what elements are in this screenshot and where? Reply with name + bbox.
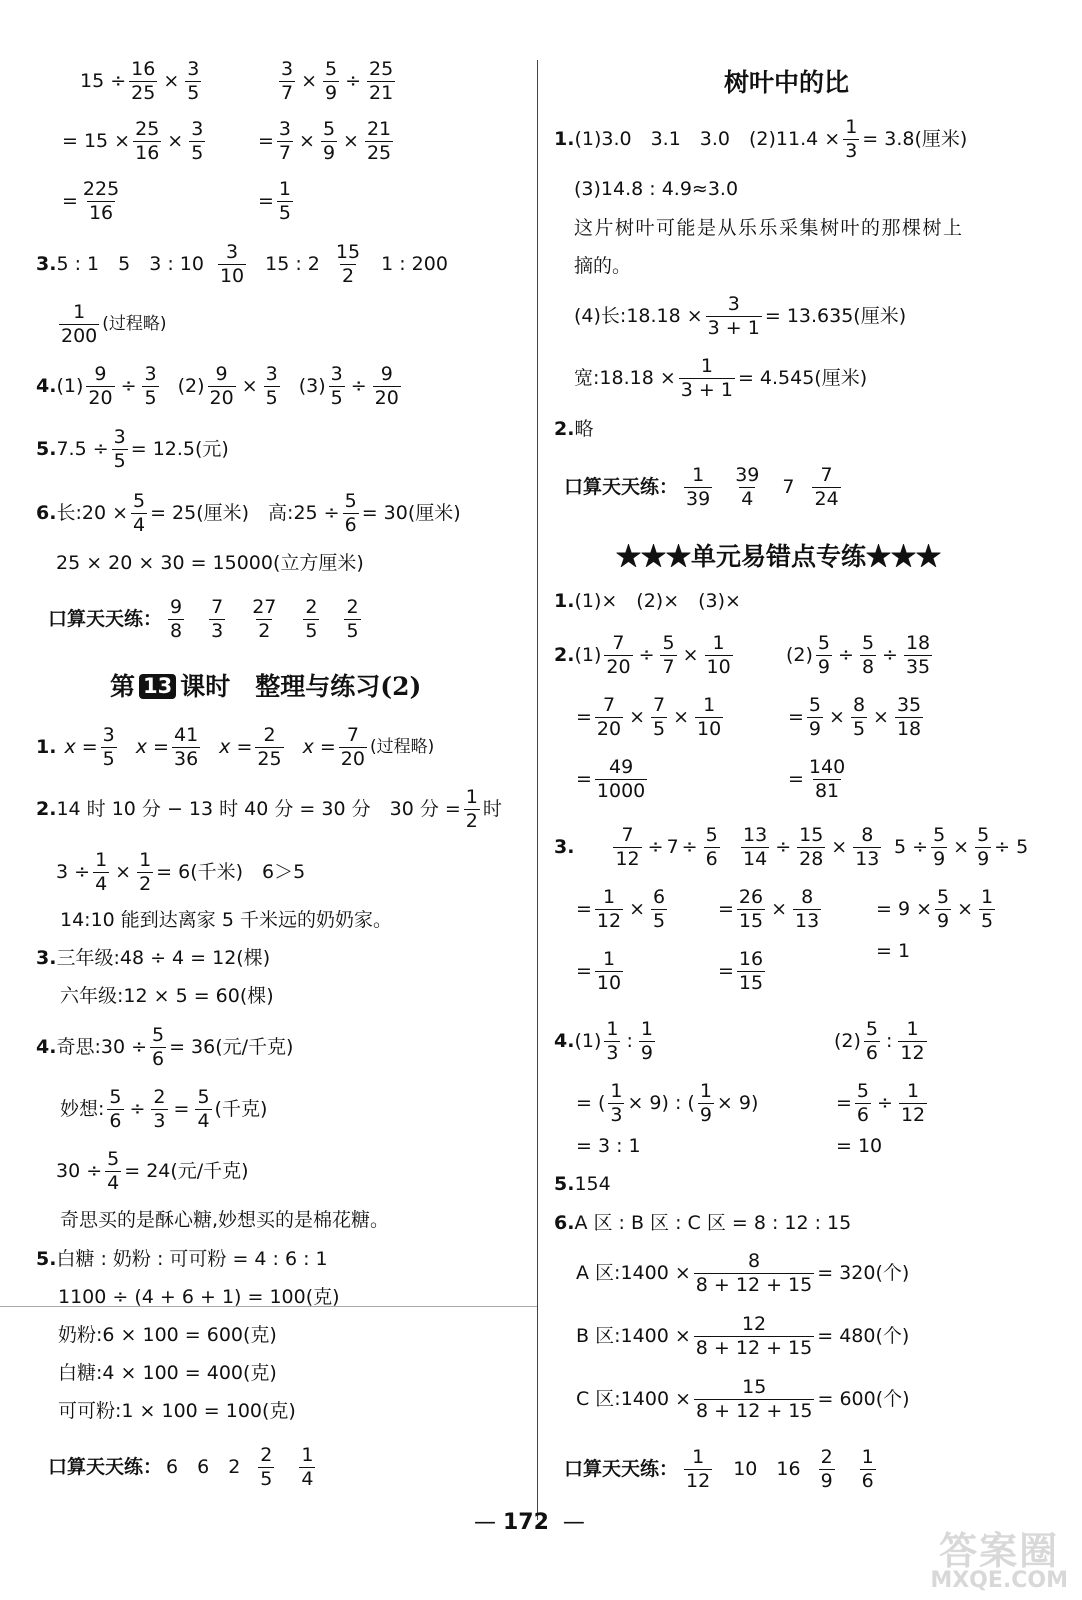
fraction: 9 8 [170, 596, 183, 642]
fraction: 7 3 [211, 596, 224, 642]
fraction: $\frac{35}{18}$ [896, 694, 922, 740]
fraction: $\frac{1}{10}$ [706, 632, 731, 678]
fraction: $\frac{5}{9}$ [325, 58, 338, 104]
c-q3-line2: = $\frac{1}{12}$ × $\frac{6}{5}$ [576, 886, 666, 932]
q6-volume: 25 × 20 × 30 = 15000(立方厘米) [56, 552, 364, 574]
fraction: $\frac{5}{8}$ [861, 632, 875, 678]
fraction: $\frac{1}{3 + 1}$ [680, 355, 733, 401]
fraction: $\frac{1}{2}$ [139, 849, 152, 895]
q6-line: 6. 长:20 × $\frac{5}{4}$ = 25(厘米) 高:25 ÷ $\frac{5}{6}$ = 30(厘米) [36, 490, 461, 536]
fraction: 2 9 [820, 1446, 833, 1492]
fraction: $\frac{2}{3}$ [153, 1086, 166, 1132]
c-q6-b: B 区:1400 × $\frac{12}{8 + 12 + 15}$ = 480(个) [576, 1313, 910, 1359]
fraction: $\frac{26}{15}$ [738, 886, 764, 932]
fraction: $\frac{5}{6}$ [109, 1086, 122, 1132]
l13-q3-line2: 六年级:12 × 5 = 60(棵) [60, 985, 274, 1007]
l13-q2: 2. 14 时 10 分 − 13 时 40 分 = 30 分 30 分 = $\frac{1}{2}$ 时 [36, 786, 502, 832]
c-q2-2-line3: = $\frac{140}{81}$ [788, 756, 846, 802]
kousuan-row-3: 口算天天练： 1 39 39 4 7 7 24 [564, 464, 839, 510]
c-q4-2-line3: = 10 [836, 1135, 883, 1157]
calc-right-line3: = $\frac{1}{5}$ [258, 178, 292, 224]
fraction: $\frac{3}{5}$ [187, 58, 200, 104]
fraction: $\frac{25}{16}$ [135, 118, 160, 164]
l13-q4-line3: 30 ÷ $\frac{5}{4}$ = 24(元/千克) [56, 1148, 249, 1194]
fraction: $\frac{21}{25}$ [366, 118, 392, 164]
fraction: 1 12 [900, 1018, 925, 1064]
lesson-13-title: 第 13 课时 整理与练习(2) [110, 672, 422, 701]
fraction: $\frac{7}{20}$ [340, 724, 365, 770]
q5-line: 5. 7.5 ÷ $\frac{3}{5}$ = 12.5(元) [36, 426, 229, 472]
fraction: $\frac{5}{6}$ [344, 490, 357, 536]
fraction: $\frac{3}{5}$ [113, 426, 126, 472]
fraction: $\frac{5}{4}$ [197, 1086, 210, 1132]
fraction: 1 9 [640, 1018, 653, 1064]
c-q6: 6. A 区 : B 区 : C 区 = 8 : 12 : 15 [554, 1212, 852, 1234]
fraction: $\frac{5}{6}$ [152, 1024, 165, 1070]
fraction: $\frac{3}{5}$ [144, 363, 157, 409]
fraction: $\frac{1}{2}$ [465, 786, 478, 832]
l13-q4: 4. 奇思:30 ÷ $\frac{5}{6}$ = 36(元/千克) [36, 1024, 294, 1070]
fraction: $\frac{7}{5}$ [653, 694, 666, 740]
fraction: 2 5 [305, 596, 318, 642]
fraction: $\frac{13}{14}$ [743, 824, 768, 870]
fraction: 1 39 [686, 464, 711, 510]
fraction: $\frac{7}{20}$ [596, 694, 622, 740]
fraction: 27 2 [252, 596, 277, 642]
c-q4-line1: 4. (1) 1 3 : 1 9 [554, 1018, 653, 1064]
fraction: $\frac{7}{12}$ [615, 824, 640, 870]
fraction: 2 5 [346, 596, 359, 642]
fraction: $\frac{5}{9}$ [933, 824, 946, 870]
c-q2-2-line2: = $\frac{5}{9}$ × $\frac{8}{5}$ × $\frac{35}{18}$ [788, 694, 922, 740]
fraction: $\frac{49}{1000}$ [596, 756, 646, 802]
fraction: $\frac{16}{15}$ [738, 948, 764, 994]
fraction: $\frac{12}{8 + 12 + 15}$ [695, 1313, 813, 1359]
calc-left-line3: = $\frac{225}{16}$ [62, 178, 120, 224]
fraction: $\frac{8}{13}$ [795, 886, 820, 932]
q3-line2: 1 200 (过程略) [61, 301, 167, 347]
fraction: $\frac{15}{28}$ [799, 824, 824, 870]
c-q3-c-line1: 5 ÷ $\frac{5}{9}$ × $\frac{5}{9}$ ÷ 5 [894, 824, 1029, 870]
q3-line: 3. 5 : 1 5 3 : 10 3 10 15 : 2 15 2 1 : 200 [36, 241, 448, 287]
fraction: $\frac{5}{4}$ [133, 490, 146, 536]
fraction: $\frac{8}{13}$ [855, 824, 880, 870]
section-title-shuye: 树叶中的比 [724, 68, 850, 97]
r-q1: 1. (1)3.0 3.1 3.0 (2)11.4 × $\frac{1}{3}$ = 3.8(厘米) [554, 116, 968, 162]
fraction: $\frac{3}{3 + 1}$ [707, 293, 760, 339]
c-q3-c-line3: = 1 [876, 940, 911, 962]
fraction: $\frac{6}{5}$ [653, 886, 666, 932]
fraction: 39 4 [735, 464, 760, 510]
kousuan-row-1: 口算天天练： 9 8 7 3 27 2 2 5 2 5 [48, 596, 359, 642]
fraction: $\frac{7}{20}$ [606, 632, 631, 678]
c-q2-line1: 2. (1) $\frac{7}{20}$ ÷ $\frac{5}{7}$ × $\frac{1}{10}$ [554, 632, 731, 678]
fraction: 1 4 [301, 1444, 314, 1490]
c-q5: 5. 154 [554, 1173, 611, 1195]
fraction: $\frac{225}{16}$ [82, 178, 120, 224]
fraction: 15 2 [335, 241, 361, 287]
fraction: $\frac{18}{35}$ [905, 632, 931, 678]
fraction: 7 24 [814, 464, 839, 510]
calc-left-line2: = 15 × $\frac{25}{16}$ × $\frac{3}{5}$ [62, 118, 204, 164]
fraction: $\frac{5}{7}$ [662, 632, 675, 678]
fraction: $\frac{8}{8 + 12 + 15}$ [695, 1250, 813, 1296]
fraction: $\frac{5}{6}$ [705, 824, 718, 870]
fraction: $\frac{41}{36}$ [173, 724, 199, 770]
c-q3-line3: = $\frac{1}{10}$ [576, 948, 622, 994]
fraction: $\frac{3}{7}$ [278, 118, 292, 164]
c-q4-line3: = 3 : 1 [576, 1135, 641, 1157]
c-q3-b-line3: = $\frac{16}{15}$ [718, 948, 764, 994]
l13-q2-conclusion: 14:10 能到达离家 5 千米远的奶奶家。 [60, 909, 392, 931]
fraction: $\frac{5}{9}$ [817, 632, 831, 678]
page-number: 172 [503, 1510, 549, 1535]
c-q2-2-line1: (2) $\frac{5}{9}$ ÷ $\frac{5}{8}$ ÷ $\frac{18}{35}$ [786, 632, 931, 678]
fraction: 3 10 [219, 241, 245, 287]
fraction: $\frac{3}{5}$ [330, 363, 343, 409]
fraction: $\frac{5}{9}$ [937, 886, 950, 932]
kousuan-row-2: 口算天天练： 6 6 2 2 5 1 4 [48, 1444, 314, 1490]
fraction: 1 3 [606, 1018, 619, 1064]
fraction: 1 12 [686, 1446, 711, 1492]
l13-q4-line2: 妙想: $\frac{5}{6}$ ÷ $\frac{2}{3}$ = $\frac{5}{4}$ (千克) [60, 1086, 268, 1132]
q4-line: 4. (1) $\frac{9}{20}$ ÷ $\frac{3}{5}$ (2) $\frac{9}{20}$ × $\frac{3}{5}$ (3) $\frac{3}{5}$ ÷ $\frac{9}{20}$ [36, 363, 399, 409]
fraction: $\frac{140}{81}$ [808, 756, 846, 802]
r-q1-text2: 摘的。 [574, 255, 632, 277]
calc-left-line1: 15 ÷ $\frac{16}{25}$ × $\frac{3}{5}$ [80, 58, 200, 104]
column-divider [537, 60, 538, 1520]
fraction: $\frac{2}{25}$ [257, 724, 282, 770]
fraction: $\frac{1}{10}$ [697, 694, 722, 740]
fraction: $\frac{3}{5}$ [102, 724, 115, 770]
c-q4-2-line2: = $\frac{5}{6}$ ÷ $\frac{1}{12}$ [836, 1080, 926, 1126]
fraction: $\frac{5}{6}$ [856, 1080, 870, 1126]
fraction: $\frac{3}{5}$ [191, 118, 204, 164]
fraction: $\frac{9}{20}$ [209, 363, 234, 409]
fraction: 5 6 [865, 1018, 879, 1064]
page-footer: — 172 — [474, 1510, 585, 1535]
l13-q2-line2: 3 ÷ $\frac{1}{4}$ × $\frac{1}{2}$ = 6(千米) 6＞5 [56, 849, 306, 895]
r-q2: 2. 略 [554, 418, 594, 440]
l13-q4-conclusion: 奇思买的是酥心糖,妙想买的是棉花糖。 [60, 1209, 390, 1231]
fraction: $\frac{25}{21}$ [369, 58, 394, 104]
fraction: 1 6 [861, 1446, 874, 1492]
c-q4-2-line1: (2) 5 6 : 1 12 [834, 1018, 925, 1064]
calc-right-line2: = $\frac{3}{7}$ × $\frac{5}{9}$ × $\frac{21}{25}$ [258, 118, 392, 164]
c-q3-b-line2: = $\frac{26}{15}$ × $\frac{8}{13}$ [718, 886, 820, 932]
l13-q5-line3: 奶粉:6 × 100 = 600(克) [58, 1324, 277, 1346]
c-q2-line2: = $\frac{7}{20}$ × $\frac{7}{5}$ × $\frac{1}{10}$ [576, 694, 722, 740]
fraction: $\frac{1}{5}$ [981, 886, 994, 932]
fraction: $\frac{9}{20}$ [88, 363, 113, 409]
fraction: $\frac{1}{12}$ [900, 1080, 926, 1126]
l13-q5-line5: 可可粉:1 × 100 = 100(克) [58, 1400, 296, 1422]
c-q3-b-line1: $\frac{13}{14}$ ÷ $\frac{15}{28}$ × $\frac{8}{13}$ [743, 824, 880, 870]
c-q3-line1: 3. $\frac{7}{12}$ ÷ 7 ÷ $\frac{5}{6}$ [554, 824, 718, 870]
r-q1-3: (3)14.8 : 4.9≈3.0 [574, 178, 739, 200]
c-q6-c: C 区:1400 × $\frac{15}{8 + 12 + 15}$ = 600(个) [576, 1376, 910, 1422]
fraction: $\frac{15}{8 + 12 + 15}$ [696, 1376, 813, 1422]
kousuan-row-4: 口算天天练： 1 12 10 16 2 9 1 6 [564, 1446, 874, 1492]
fraction: 1 200 [61, 301, 98, 347]
r-q1-text1: 这片树叶可能是从乐乐采集树叶的那棵树上 [574, 217, 964, 239]
calc-right-line1: $\frac{3}{7}$ × $\frac{5}{9}$ ÷ $\frac{25}{21}$ [281, 58, 394, 104]
r-q1-4-width: 宽:18.18 × $\frac{1}{3 + 1}$ = 4.545(厘米) [574, 355, 868, 401]
c-q6-a: A 区:1400 × $\frac{8}{8 + 12 + 15}$ = 320(个) [576, 1250, 910, 1296]
l13-q5-line4: 白糖:4 × 100 = 400(克) [58, 1362, 277, 1384]
c-q3-c-line2: = 9 × $\frac{5}{9}$ × $\frac{1}{5}$ [876, 886, 994, 932]
l13-q3: 3. 三年级:48 ÷ 4 = 12(棵) [36, 947, 271, 969]
fraction: 2 5 [260, 1444, 273, 1490]
fraction: $\frac{1}{5}$ [278, 178, 292, 224]
l13-q5-line2: 1100 ÷ (4 + 6 + 1) = 100(克) [58, 1286, 340, 1308]
fraction: $\frac{8}{5}$ [852, 694, 866, 740]
fraction: $\frac{3}{7}$ [281, 58, 294, 104]
section-title-cuo: ★★★单元易错点专练★★★ [616, 542, 942, 571]
fraction: $\frac{1}{12}$ [596, 886, 622, 932]
c-q2-line3: = $\frac{49}{1000}$ [576, 756, 646, 802]
fraction: $\frac{1}{3}$ [610, 1080, 623, 1126]
fraction: $\frac{5}{9}$ [322, 118, 336, 164]
fraction: $\frac{1}{9}$ [699, 1080, 712, 1126]
c-q4-line2: = ( $\frac{1}{3}$ × 9) : ( $\frac{1}{9}$ × 9) [576, 1080, 759, 1126]
fraction: $\frac{5}{9}$ [808, 694, 822, 740]
fraction: $\frac{3}{5}$ [265, 363, 278, 409]
r-q1-4: (4)长:18.18 × $\frac{3}{3 + 1}$ = 13.635(厘米) [574, 293, 907, 339]
fraction: $\frac{1}{3}$ [845, 116, 858, 162]
fraction: $\frac{5}{4}$ [107, 1148, 120, 1194]
fraction: $\frac{9}{20}$ [374, 363, 399, 409]
l13-q1: 1. x = $\frac{3}{5}$ x = $\frac{41}{36}$ x = $\frac{2}{25}$ x = $\frac{7}{20}$ (过程略) [36, 724, 435, 770]
l13-q5: 5. 白糖 : 奶粉 : 可可粉 = 4 : 6 : 1 [36, 1248, 328, 1270]
fraction: $\frac{1}{4}$ [95, 849, 108, 895]
fraction: $\frac{16}{25}$ [131, 58, 156, 104]
fraction: $\frac{5}{9}$ [977, 824, 990, 870]
c-q1: 1. (1)× (2)× (3)× [554, 590, 741, 612]
fraction: $\frac{1}{10}$ [596, 948, 622, 994]
watermark-logo: 答案圈 MXQE.COM [930, 1529, 1068, 1593]
